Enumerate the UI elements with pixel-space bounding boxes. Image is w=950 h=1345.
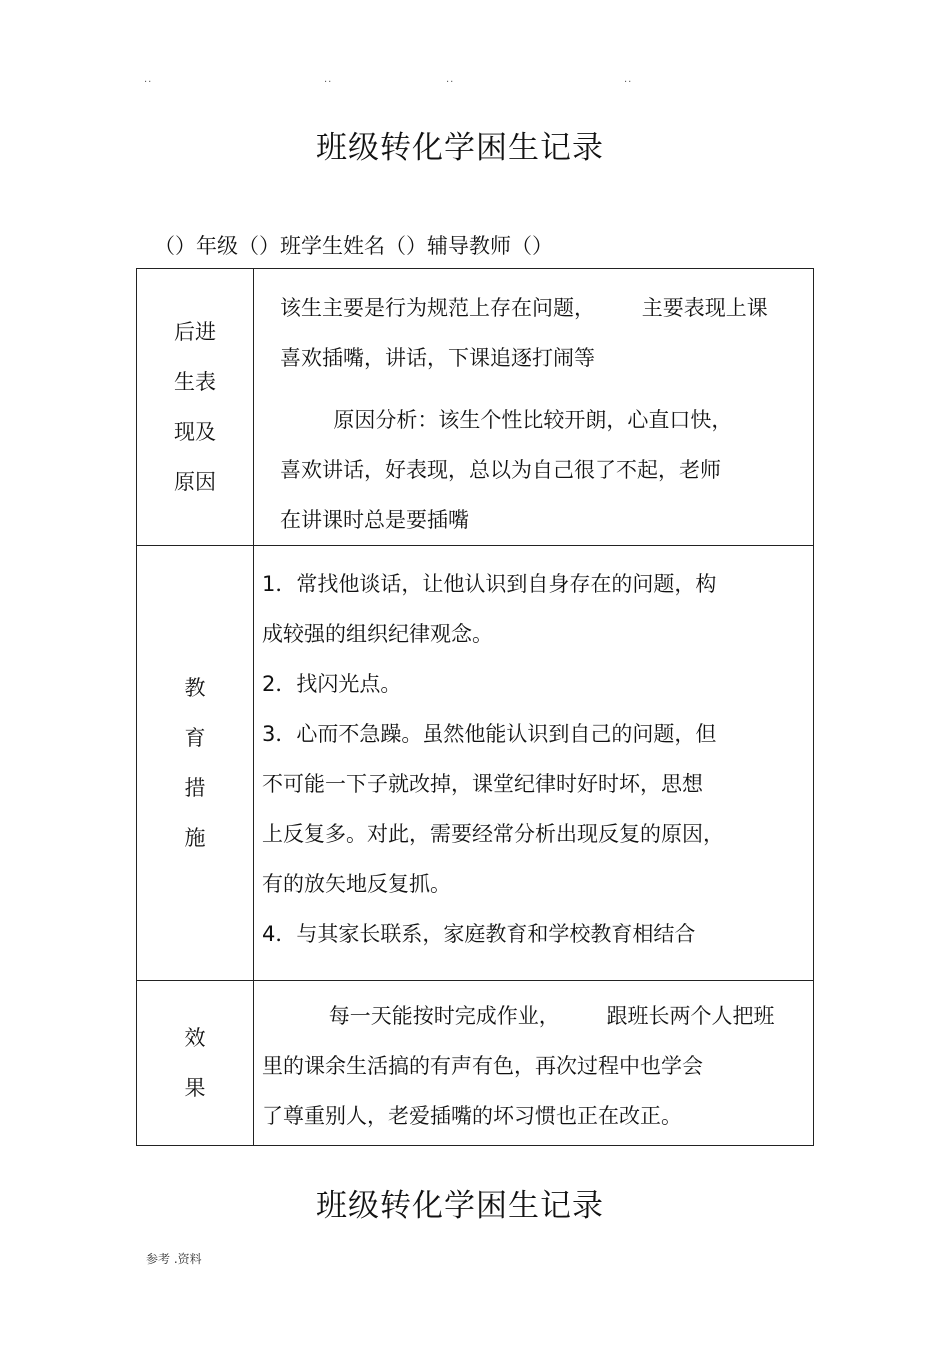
content-line: 成较强的组织纪律观念。 bbox=[262, 622, 493, 646]
label-line: 现及 bbox=[174, 420, 216, 444]
row-label-performance bbox=[137, 269, 254, 546]
row-content-performance bbox=[254, 269, 814, 546]
content-line: 喜欢插嘴，讲话，下课追逐打闹等 bbox=[280, 346, 595, 370]
content-line: 1．常找他谈话，让他认识到自身存在的问题，构 bbox=[262, 572, 717, 596]
content-line: 原因分析：该生个性比较开朗，心直口快， bbox=[280, 408, 733, 432]
content-line: 在讲课时总是要插嘴 bbox=[280, 508, 469, 532]
row-content-effect bbox=[254, 981, 814, 1146]
label-line: 果 bbox=[184, 1076, 206, 1100]
table-row-measures bbox=[137, 546, 814, 981]
page-title: 班级转化学困生记录 bbox=[316, 130, 604, 166]
content-line: 2．找闪光点。 bbox=[262, 672, 402, 696]
header-mark: .. bbox=[324, 74, 333, 85]
content-line: 了尊重别人，老爱插嘴的坏习惯也正在改正。 bbox=[262, 1104, 682, 1128]
content-line: 有的放矢地反复抓。 bbox=[262, 872, 451, 896]
label-line: 措 bbox=[184, 776, 206, 800]
content-line: 喜欢讲话，好表现，总以为自己很了不起，老师 bbox=[280, 458, 721, 482]
second-page-title: 班级转化学困生记录 bbox=[316, 1188, 604, 1224]
label-line: 施 bbox=[184, 826, 206, 850]
content-line: 上反复多。对此，需要经常分析出现反复的原因， bbox=[262, 822, 724, 846]
content-line: 不可能一下子就改掉，课堂纪律时好时坏，思想 bbox=[262, 772, 703, 796]
label-line: 后进 bbox=[174, 320, 216, 344]
table-row-performance bbox=[137, 269, 814, 546]
row-content-measures bbox=[254, 546, 814, 981]
student-info-line: （）年级（）班学生姓名（）辅导教师（） bbox=[154, 234, 553, 258]
label-line: 教 bbox=[184, 676, 206, 700]
header-mark: .. bbox=[624, 74, 633, 85]
content-line: 3．心而不急躁。虽然他能认识到自己的问题，但 bbox=[262, 722, 717, 746]
row-label-effect bbox=[137, 981, 254, 1146]
content-line: 该生主要是行为规范上存在问题， 主要表现上课 bbox=[280, 296, 768, 320]
header-mark: .. bbox=[446, 74, 455, 85]
label-line: 生表 bbox=[174, 370, 216, 394]
table-row-effect bbox=[137, 981, 814, 1146]
header-mark: .. bbox=[144, 74, 153, 85]
footer-note: 参考 .资料 bbox=[146, 1252, 202, 1266]
label-line: 效 bbox=[184, 1026, 206, 1050]
row-label-measures bbox=[137, 546, 254, 981]
content-line: 4．与其家长联系，家庭教育和学校教育相结合 bbox=[262, 922, 696, 946]
label-line: 育 bbox=[184, 726, 206, 750]
content-line: 每一天能按时完成作业， 跟班长两个人把班 bbox=[262, 1004, 775, 1028]
label-line: 原因 bbox=[174, 470, 216, 494]
content-line: 里的课余生活搞的有声有色，再次过程中也学会 bbox=[262, 1054, 703, 1078]
record-table bbox=[136, 268, 814, 1146]
